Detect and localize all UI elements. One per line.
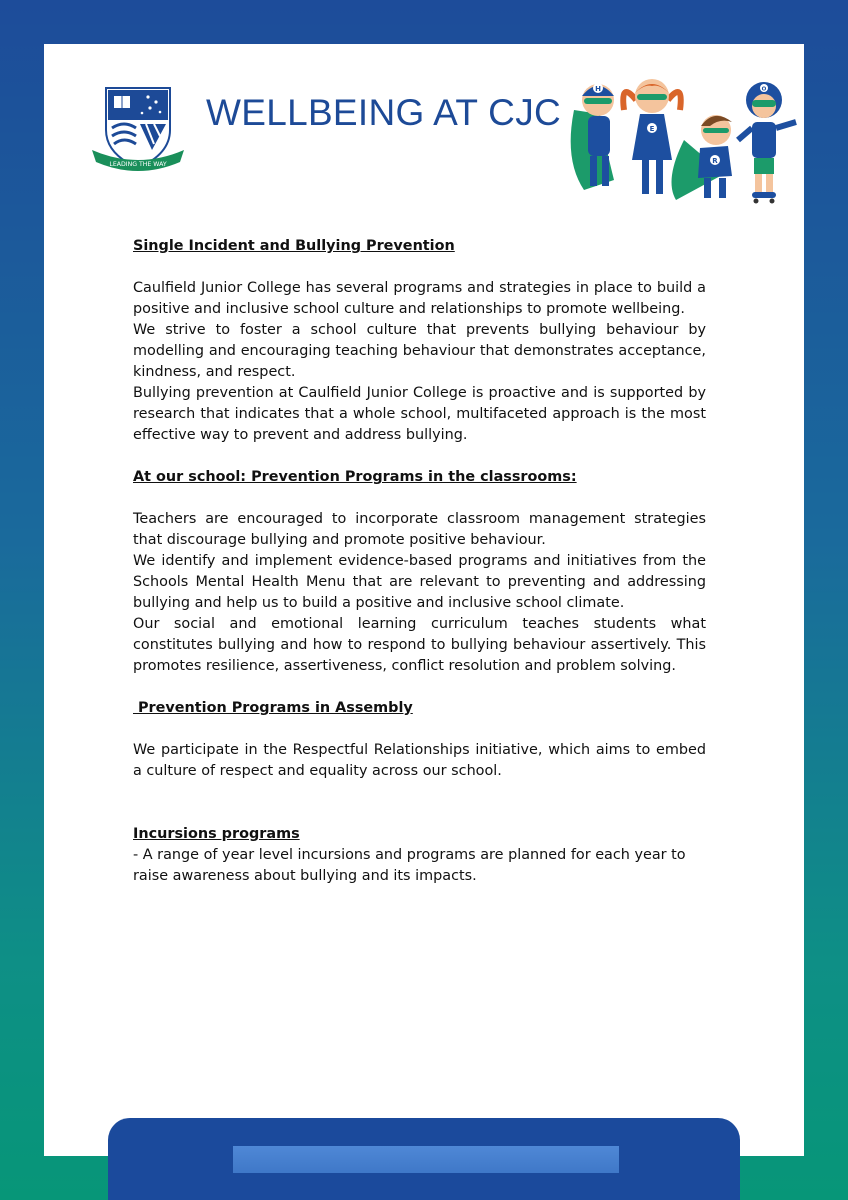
paragraph: We strive to foster a school culture that prevents bullying behaviour by modelling and encouraging teaching behaviour that demonstrates acceptance, kindness, and respect.: [133, 322, 706, 380]
paragraph: Teachers are encouraged to incorporate classroom management strategies that discourage bullying and promote positive behaviour.: [133, 511, 706, 548]
footer-band: [108, 1118, 740, 1200]
hero-badge: H: [595, 85, 601, 93]
hero-badge: E: [649, 125, 655, 133]
crest-motto: LEADING THE WAY: [109, 161, 167, 168]
paragraph: We participate in the Respectful Relationships initiative, which aims to embed a culture of respect and equality across our school.: [133, 742, 706, 779]
paragraph: We identify and implement evidence-based programs and initiatives from the Schools Mental Health Menu that are relevant to preventing and addressing bullying and help us to build a positive and inclusive school climate.: [133, 553, 706, 611]
school-crest-logo: [90, 84, 186, 176]
document-body: [133, 236, 706, 887]
paragraph: Caulfield Junior College has several programs and strategies in place to build a positive and inclusive school culture and relationships to promote wellbeing.: [133, 280, 706, 317]
hero-badge: O: [761, 86, 767, 93]
superhero-kids-illustration: [564, 70, 800, 206]
section-heading-bullying-prevention: Single Incident and Bullying Prevention: [133, 238, 455, 254]
footer-bar: [233, 1146, 619, 1173]
section-heading-assembly-programs: Prevention Programs in Assembly: [133, 700, 413, 716]
page-title: WELLBEING AT CJC: [206, 92, 562, 133]
paragraph: - A range of year level incursions and programs are planned for each year to raise awareness about bullying and its impacts.: [133, 847, 686, 884]
section-heading-incursions: Incursions programs: [133, 826, 300, 842]
paragraph: Our social and emotional learning curriculum teaches students what constitutes bullying and how to respond to bullying behaviour assertively. This promotes resilience, assertiveness, conflict resolution and problem solving.: [133, 616, 706, 674]
section-heading-classroom-programs: At our school: Prevention Programs in the classrooms:: [133, 469, 577, 485]
paragraph: Bullying prevention at Caulfield Junior College is proactive and is supported by research that indicates that a whole school, multifaceted approach is the most effective way to prevent and address bullying.: [133, 385, 706, 443]
hero-badge: R: [712, 157, 718, 165]
